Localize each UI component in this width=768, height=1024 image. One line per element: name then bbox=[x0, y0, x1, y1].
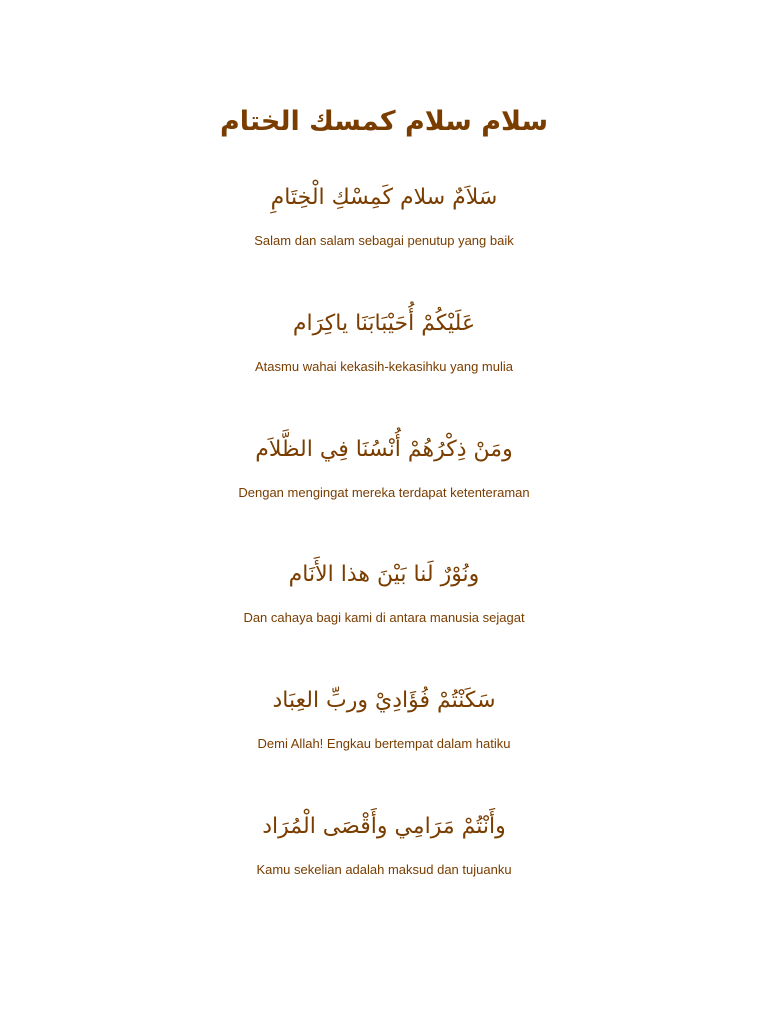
verse bbox=[0, 679, 768, 753]
verse bbox=[0, 176, 768, 250]
verse-arabic: ونُوْرٌ لَنا بَيْنَ هذا الأَنَام bbox=[288, 562, 480, 587]
document-title: سلام سلام كمسك الختام bbox=[219, 106, 549, 137]
verse bbox=[0, 428, 768, 502]
verse-translation: Dengan mengingat mereka terdapat ketenteraman bbox=[238, 485, 530, 500]
verse-arabic: عَلَيْكُمْ أُحَيْبَابَنَا ياكِرَام bbox=[292, 311, 476, 336]
verse-arabic: وأَنْتُمْ مَرَامِي وأَقْصَى الْمُرَاد bbox=[262, 814, 506, 839]
verse bbox=[0, 805, 768, 879]
verse bbox=[0, 302, 768, 376]
verse-arabic: سَلاَمٌ سلام كَمِسْكِ الْخِتَامِ bbox=[270, 185, 498, 210]
verse-translation: Kamu sekelian adalah maksud dan tujuanku bbox=[256, 862, 512, 877]
verse-translation: Dan cahaya bagi kami di antara manusia sejagat bbox=[243, 610, 525, 625]
verse-translation: Atasmu wahai kekasih-kekasihku yang mulia bbox=[255, 359, 513, 374]
verse-translation: Salam dan salam sebagai penutup yang baik bbox=[254, 233, 514, 248]
verse-arabic: ومَنْ ذِكْرُهُمْ أُنْسُنَا فِي الظَّلاَم bbox=[255, 437, 513, 462]
verse-translation: Demi Allah! Engkau bertempat dalam hatiku bbox=[257, 736, 511, 751]
verse-arabic: سَكَنْتُمْ فُؤَادِيْ وربِّ العِبَاد bbox=[272, 688, 496, 713]
verse bbox=[0, 553, 768, 627]
